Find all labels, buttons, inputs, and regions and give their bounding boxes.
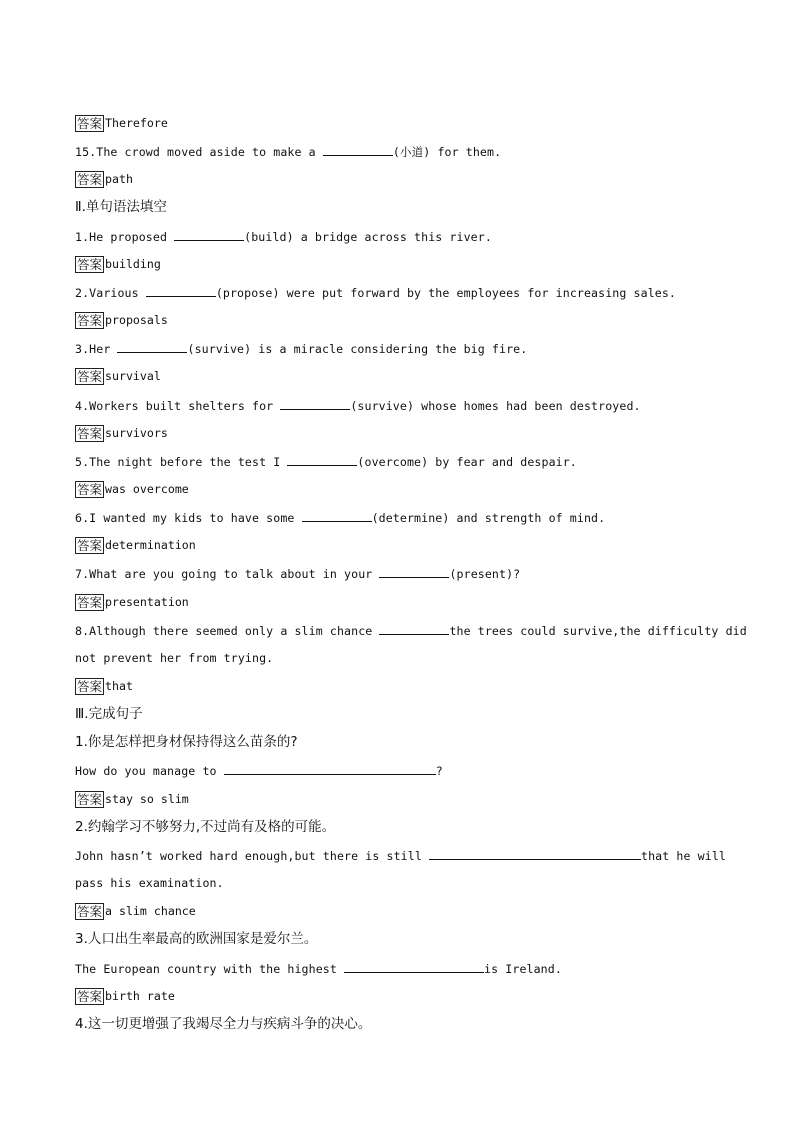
answer-line [75, 115, 168, 132]
question-line [75, 960, 562, 978]
fill-in-blank [379, 622, 449, 635]
question-line [75, 340, 527, 358]
answer-line [75, 312, 168, 329]
answer-line [75, 988, 175, 1005]
answer-tag: 答案 [77, 988, 103, 1004]
answer-text: proposals [105, 313, 168, 327]
line-text: 2.Various [75, 285, 146, 300]
line-text: (survive) is a miracle considering the big fire. [187, 342, 528, 357]
answer-line [75, 425, 168, 442]
line-text: not prevent her from trying. [75, 650, 274, 665]
line-text: (present)? [449, 567, 521, 582]
answer-text: path [105, 172, 133, 187]
answer-line [75, 368, 161, 385]
question-line [75, 847, 726, 865]
line-text: (小道) for them. [392, 145, 502, 160]
line-text: Ⅲ.完成句子 [75, 706, 143, 723]
answer-text: was overcome [105, 481, 189, 496]
line-text: Ⅱ.单句语法填空 [75, 199, 167, 216]
line-text: (propose) were put forward by the employees for increasing sales. [215, 285, 677, 300]
question-line [75, 509, 605, 527]
answer-text: survivors [105, 425, 168, 440]
answer-tag: 答案 [77, 313, 103, 328]
fill-in-blank [224, 762, 436, 775]
line-text: pass his examination. [75, 876, 224, 890]
answer-text: determination [105, 538, 196, 553]
answer-line [75, 256, 161, 273]
question-line [75, 565, 520, 583]
line-text: (build) a bridge across this river. [244, 229, 492, 244]
line-text: (overcome) by fear and despair. [357, 454, 577, 469]
question-line [75, 228, 492, 246]
line-text: is Ireland. [484, 961, 562, 976]
answer-line [75, 481, 189, 498]
answer-tag: 答案 [77, 538, 103, 554]
answer-line [75, 678, 133, 695]
answer-text: building [105, 256, 161, 271]
line-text: 5.The night before the test I [75, 454, 288, 469]
fill-in-blank [323, 143, 393, 156]
answer-tag: 答案 [77, 425, 103, 441]
answer-line [75, 171, 133, 188]
line-text: ? [435, 764, 443, 779]
answer-text: that [105, 679, 133, 693]
line-text: (determine) and strength of mind. [371, 511, 606, 526]
line-text: 1.你是怎样把身材保持得这么苗条的? [75, 734, 298, 751]
answer-tag: 答案 [77, 369, 103, 385]
line-text: the trees could survive,the difficulty did [449, 623, 747, 638]
answer-text: stay so slim [105, 791, 189, 806]
answer-line [75, 791, 189, 808]
line-text: 6.I wanted my kids to have some [75, 511, 302, 526]
answer-tag: 答案 [77, 904, 103, 920]
line-text: 4.Workers built shelters for [75, 398, 281, 413]
answer-tag: 答案 [77, 594, 103, 610]
line-text: 2.约翰学习不够努力,不过尚有及格的可能。 [75, 818, 336, 835]
line-text: John hasn’t worked hard enough,but there is still [75, 848, 430, 863]
line-text: 1.He proposed [75, 229, 175, 244]
question-line [75, 397, 641, 415]
question-line [75, 622, 747, 640]
question-line [75, 453, 577, 471]
answer-text: a slim chance [105, 904, 196, 919]
fill-in-blank [302, 509, 372, 522]
answer-line [75, 537, 196, 554]
question-line [75, 875, 224, 892]
answer-line [75, 903, 196, 920]
fill-in-blank [280, 397, 350, 410]
fill-in-blank [429, 847, 641, 860]
fill-in-blank [344, 960, 484, 973]
question-line [75, 650, 273, 667]
line-text: How do you manage to [75, 764, 224, 779]
line-text: The European country with the highest [75, 961, 345, 976]
answer-text: survival [105, 369, 161, 384]
fill-in-blank [287, 453, 357, 466]
heading-or-prompt-line [75, 199, 167, 216]
fill-in-blank [117, 340, 187, 353]
heading-or-prompt-line [75, 931, 317, 948]
line-text: 3.Her [75, 342, 118, 357]
question-line [75, 143, 501, 161]
answer-tag: 答案 [77, 481, 103, 497]
heading-or-prompt-line [75, 734, 298, 751]
answer-text: birth rate [105, 988, 175, 1003]
heading-or-prompt-line [75, 706, 143, 723]
heading-or-prompt-line [75, 819, 335, 836]
line-text: (survive) whose homes had been destroyed. [350, 398, 641, 413]
line-text: 8.Although there seemed only a slim chance [75, 623, 380, 638]
question-line [75, 762, 443, 780]
answer-text: Therefore [105, 116, 168, 130]
line-text: that he will [641, 848, 726, 863]
answer-tag: 答案 [77, 791, 103, 807]
answer-text: presentation [105, 594, 189, 609]
question-line [75, 284, 676, 302]
line-text: 7.What are you going to talk about in your [75, 567, 380, 582]
fill-in-blank [379, 565, 449, 578]
answer-tag: 答案 [77, 256, 103, 272]
line-text: 4.这一切更增强了我竭尽全力与疾病斗争的决心。 [75, 1015, 372, 1032]
answer-tag: 答案 [77, 116, 103, 131]
line-text: 3.人口出生率最高的欧洲国家是爱尔兰。 [75, 931, 318, 948]
fill-in-blank [146, 284, 216, 297]
answer-tag: 答案 [77, 679, 103, 694]
answer-line [75, 594, 189, 611]
answer-tag: 答案 [77, 172, 103, 188]
fill-in-blank [174, 228, 244, 241]
heading-or-prompt-line [75, 1016, 371, 1033]
line-text: 15.The crowd moved aside to make a [75, 145, 323, 160]
